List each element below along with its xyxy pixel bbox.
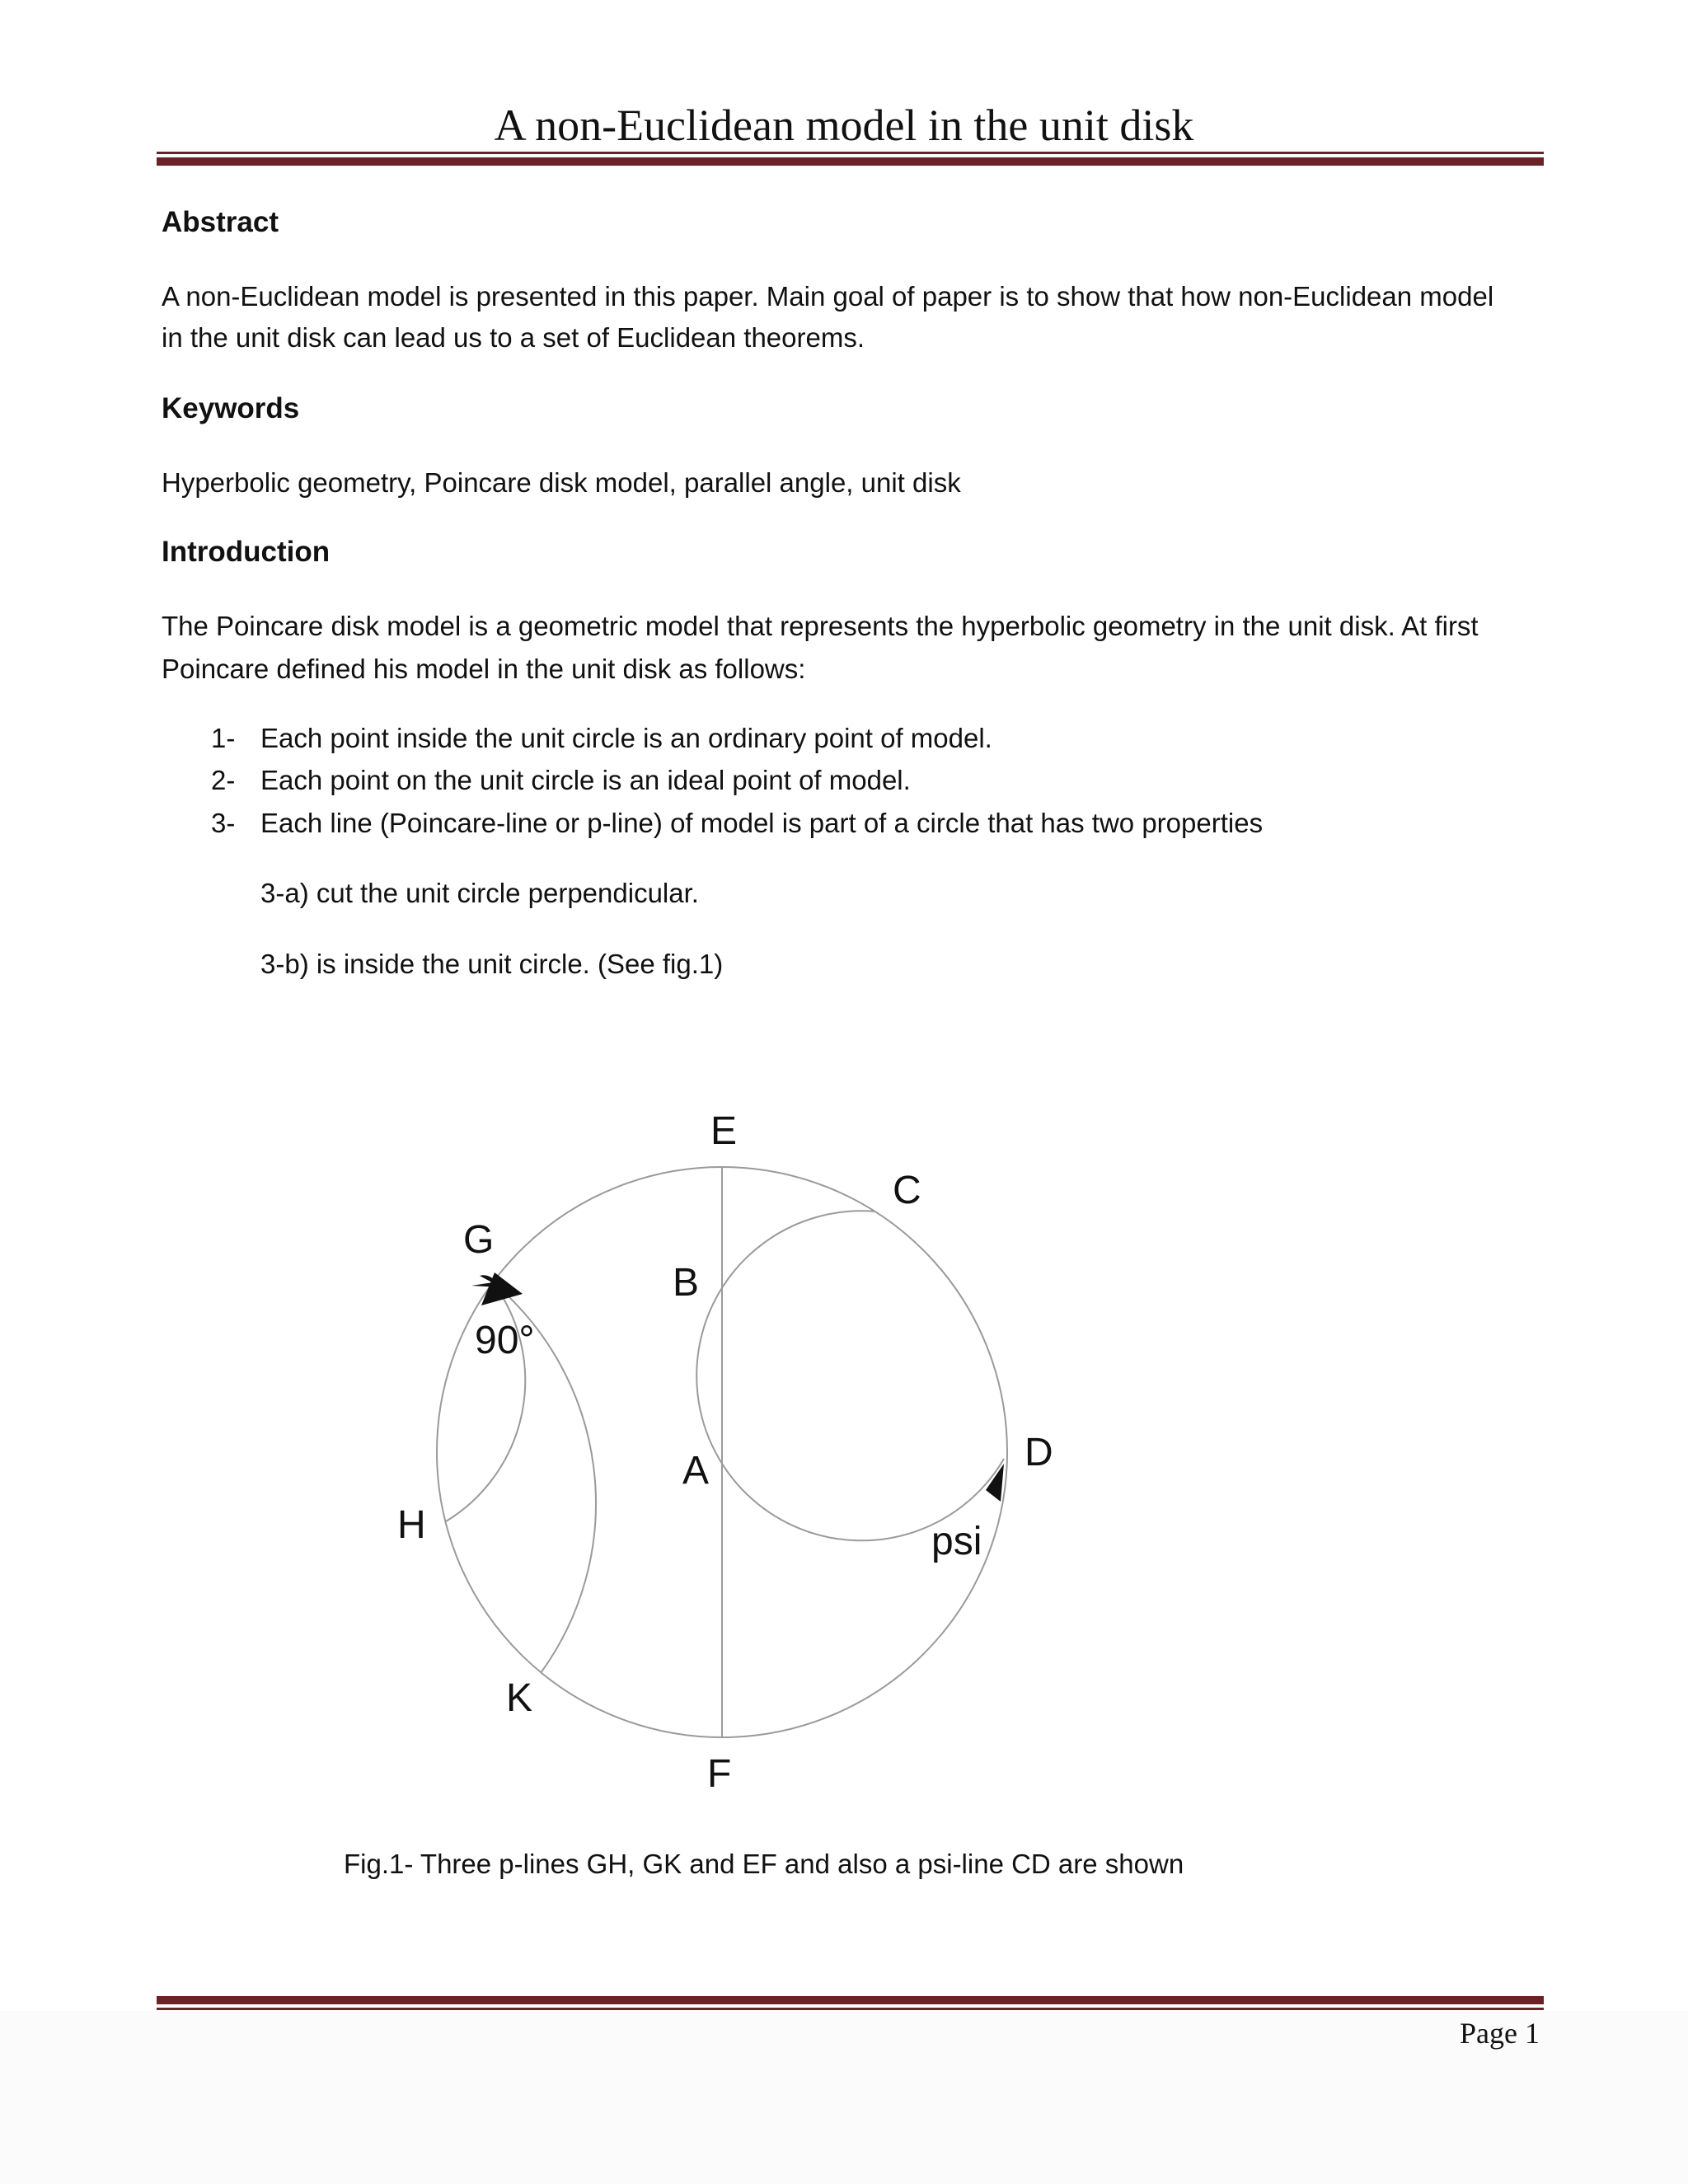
abstract-line-1: A non-Euclidean model is presented in this paper. Main goal of paper is to show that how non-Euclidean model xyxy=(162,281,1494,312)
poincare-disk-figure xyxy=(0,1071,1688,1830)
footer-rule-thick xyxy=(157,1996,1544,2004)
abstract-line-2: in the unit disk can lead us to a set of Euclidean theorems. xyxy=(162,322,865,353)
keywords-heading: Keywords xyxy=(162,392,300,424)
introduction-line-1: The Poincare disk model is a geometric model that represents the hyperbolic geometry in the unit disk. At first xyxy=(162,611,1479,641)
footer-area xyxy=(0,2011,1688,2184)
label-k: K xyxy=(506,1676,533,1720)
list-item-number: 3- xyxy=(211,808,236,838)
list-item-text: Each point on the unit circle is an ideal point of model. xyxy=(260,765,911,795)
header-rule-thick xyxy=(157,157,1544,166)
sub-item-3b: 3-b) is inside the unit circle. (See fig.1) xyxy=(260,949,724,979)
label-c: C xyxy=(893,1169,921,1212)
label-psi: psi xyxy=(931,1520,982,1563)
keywords-text: Hyperbolic geometry, Poincare disk model, parallel angle, unit disk xyxy=(162,467,961,498)
footer-rule-thin xyxy=(157,2008,1544,2010)
abstract-heading: Abstract xyxy=(162,206,279,238)
list-item-text: Each line (Poincare-line or p-line) of model is part of a circle that has two properties xyxy=(260,808,1264,838)
label-g: G xyxy=(463,1218,495,1262)
psi-angle-marker xyxy=(986,1464,1004,1502)
sub-item-3a: 3-a) cut the unit circle perpendicular. xyxy=(260,878,699,908)
page-header-title: A non-Euclidean model in the unit disk xyxy=(494,101,1194,150)
list-item-number: 2- xyxy=(211,765,236,795)
introduction-heading: Introduction xyxy=(162,536,331,568)
label-f: F xyxy=(707,1752,732,1796)
label-d: D xyxy=(1025,1431,1053,1474)
label-e: E xyxy=(710,1109,738,1153)
psi-line-cd xyxy=(696,1211,1004,1540)
label-angle-90: 90° xyxy=(475,1319,535,1362)
header-rule-thin xyxy=(157,152,1544,154)
introduction-line-2: Poincare defined his model in the unit disk as follows: xyxy=(162,654,806,684)
list-item-text: Each point inside the unit circle is an ordinary point of model. xyxy=(260,723,992,753)
label-b: B xyxy=(673,1261,700,1305)
label-h: H xyxy=(397,1503,426,1547)
figure-caption: Fig.1- Three p-lines GH, GK and EF and also a psi-line CD are shown xyxy=(344,1849,1184,1879)
label-a: A xyxy=(682,1449,710,1493)
list-item-number: 1- xyxy=(211,723,236,753)
page-number: Page 1 xyxy=(1460,2017,1540,2050)
